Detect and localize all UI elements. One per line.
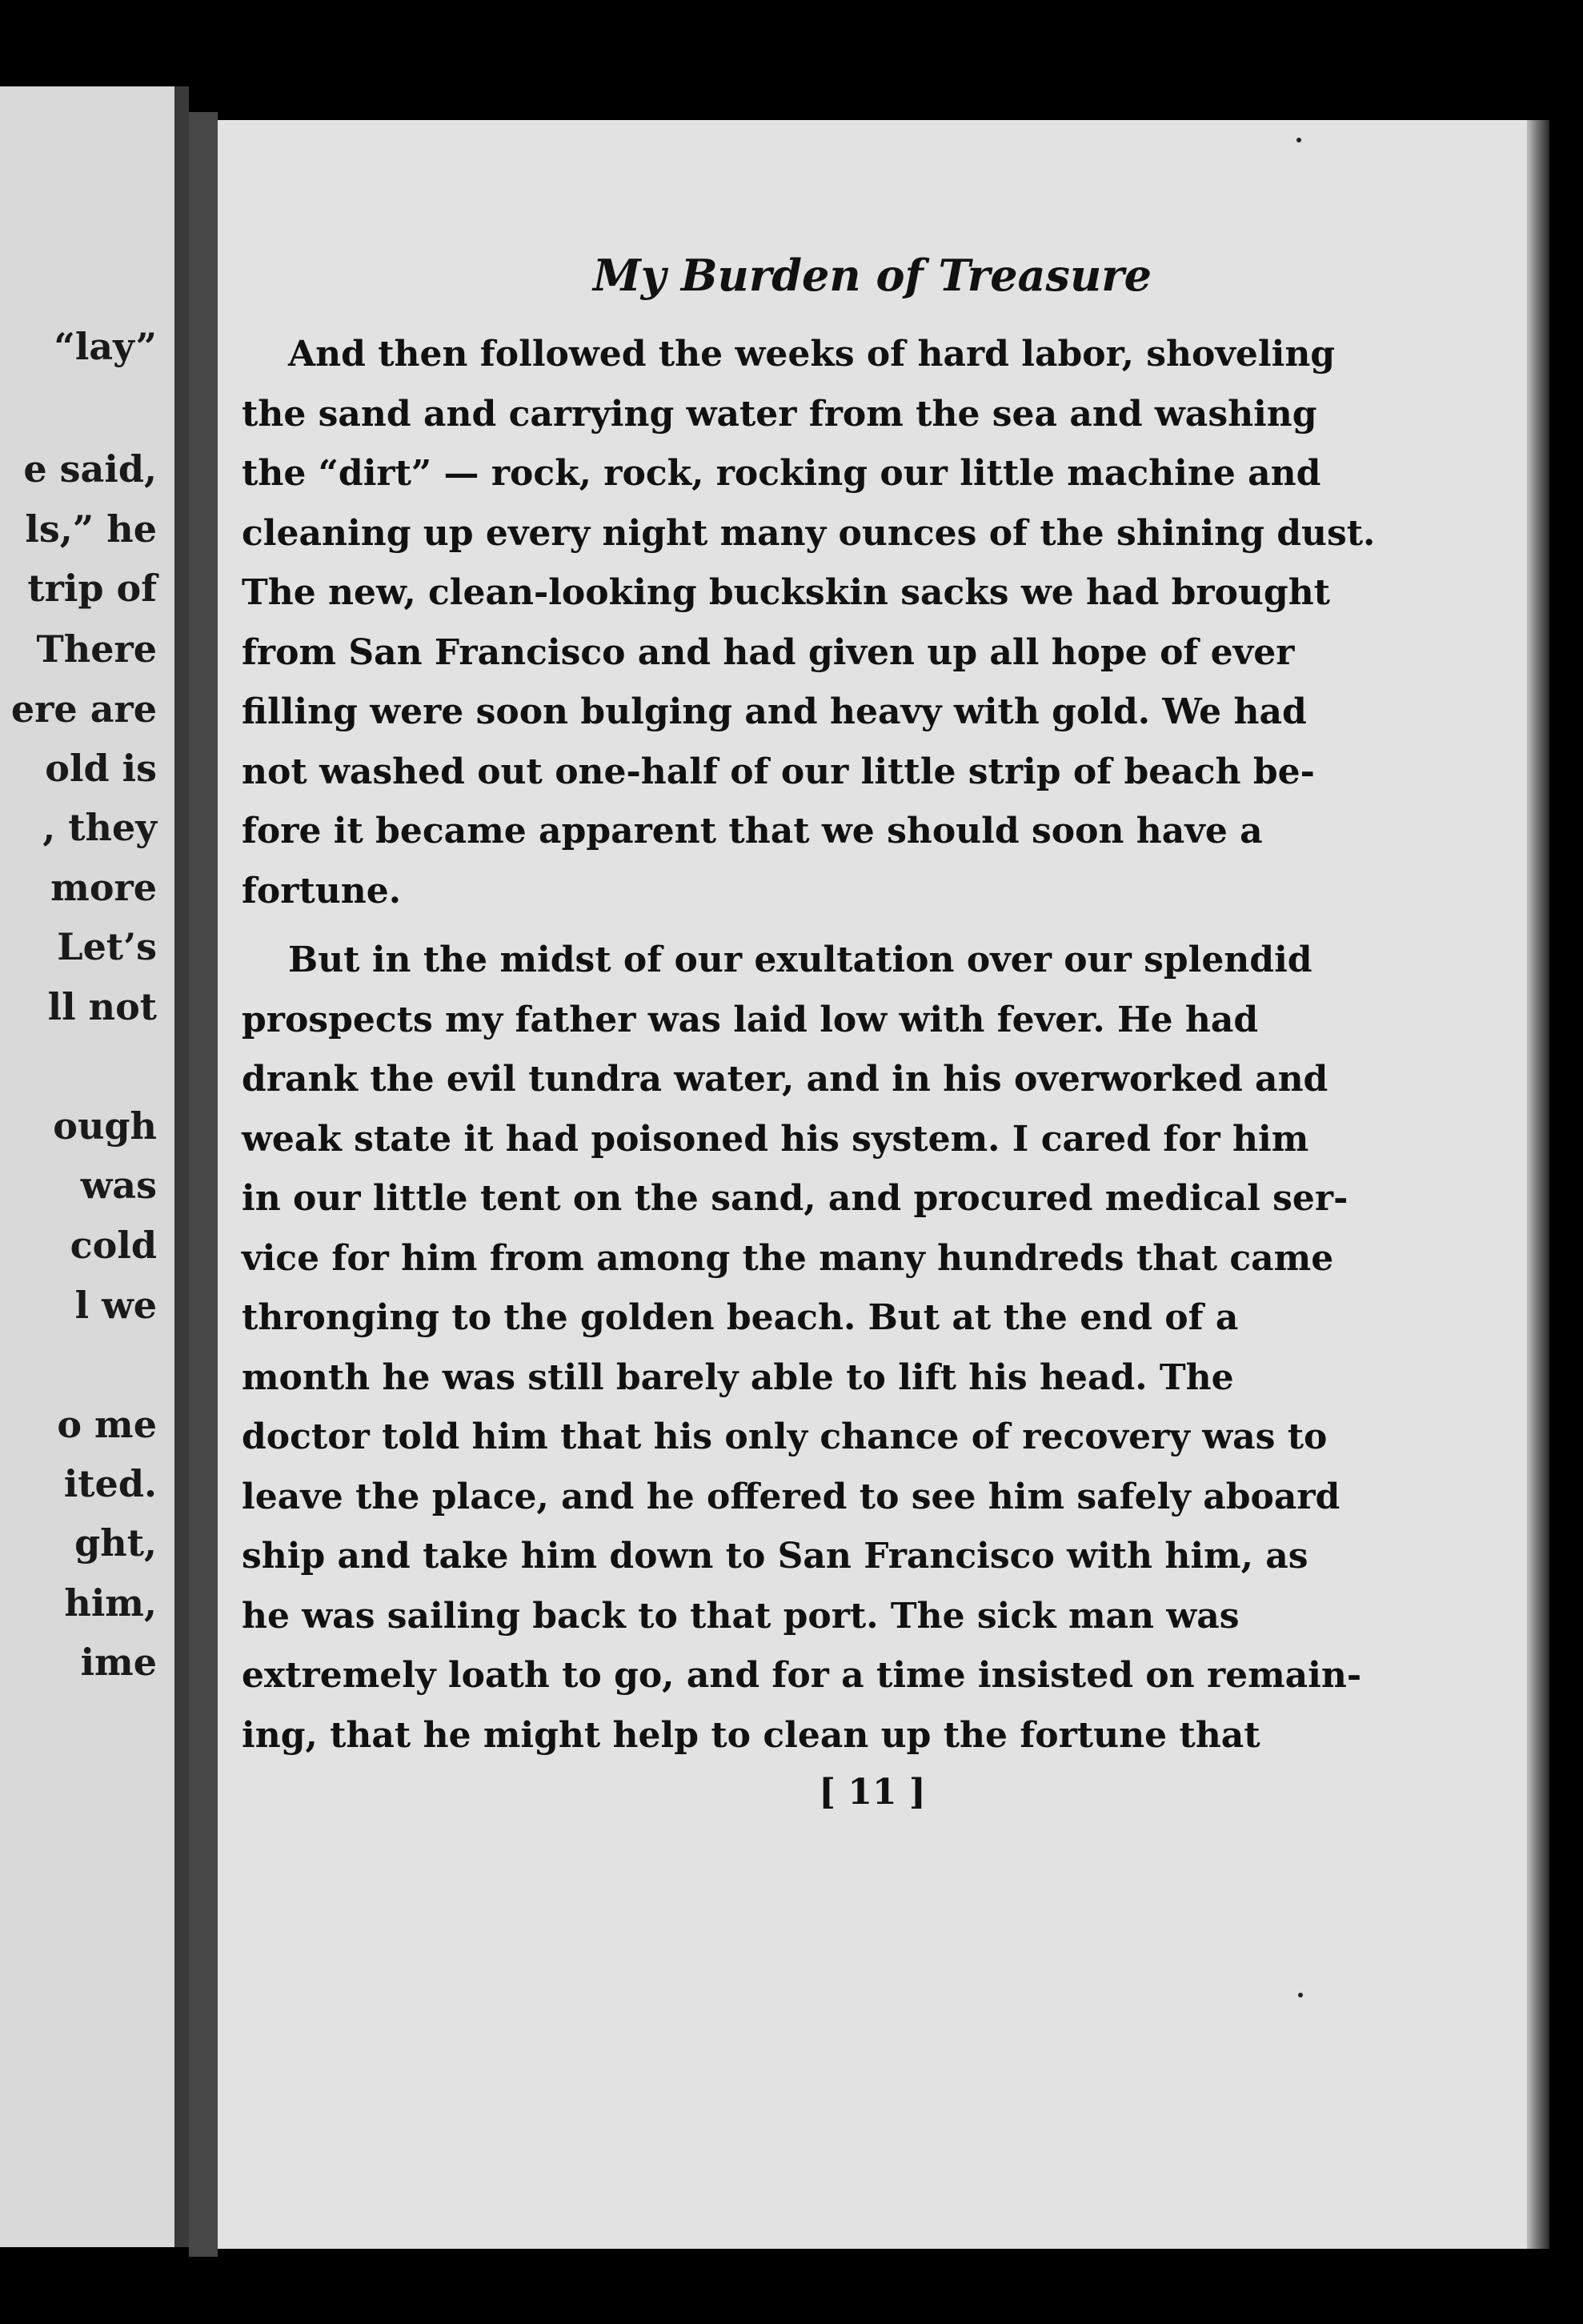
left-page-line: “lay” xyxy=(54,325,157,368)
page-edge-shadow xyxy=(1527,120,1549,2249)
text-line: not washed out one-half of our little strip of beach be- xyxy=(242,751,1315,792)
text-line: And then followed the weeks of hard labor, shoveling xyxy=(288,334,1336,375)
text-line: the “dirt” — rock, rock, rocking our little machine and xyxy=(242,453,1321,494)
text-line: ship and take him down to San Francisco with him, as xyxy=(242,1536,1308,1577)
text-line: in our little tent on the sand, and procured medical ser- xyxy=(242,1178,1349,1219)
text-line: fore it became apparent that we should soon have a xyxy=(242,811,1263,851)
text-line: cleaning up every night many ounces of the shining dust. xyxy=(242,512,1376,554)
text-line: The new, clean-looking buckskin sacks we had brought xyxy=(242,572,1331,613)
text-line: prospects my father was laid low with fever. He had xyxy=(242,999,1259,1040)
body-text xyxy=(242,325,1376,1765)
left-page-line: ough xyxy=(53,1104,157,1148)
right-page xyxy=(218,120,1527,2249)
left-page-line: ime xyxy=(80,1641,157,1684)
text-line: extremely loath to go, and for a time insisted on remain- xyxy=(242,1655,1362,1696)
left-page-line: o me xyxy=(57,1403,157,1446)
left-page-line: trip of xyxy=(27,567,157,610)
text-line: he was sailing back to that port. The sick man was xyxy=(242,1595,1240,1637)
text-line: from San Francisco and had given up all hope of ever xyxy=(242,631,1295,673)
left-page-line: ited. xyxy=(63,1462,157,1505)
left-page-line: more xyxy=(50,866,157,909)
text-line: vice for him from among the many hundreds that came xyxy=(242,1237,1334,1279)
text-line: drank the evil tundra water, and in his overworked and xyxy=(242,1059,1329,1100)
text-line: fortune. xyxy=(242,870,402,912)
left-page-line: ere are xyxy=(10,687,157,731)
left-page-line: There xyxy=(36,627,157,671)
text-line: month he was still barely able to lift his head. The xyxy=(242,1356,1234,1398)
text-line: weak state it had poisoned his system. I cared for him xyxy=(242,1118,1309,1160)
left-page-line: ls,” he xyxy=(25,507,157,551)
text-line: doctor told him that his only chance of recovery was to xyxy=(242,1416,1328,1457)
book-gutter xyxy=(189,112,218,2257)
left-page-line: Let’s xyxy=(57,925,157,968)
left-page-line: was xyxy=(80,1164,157,1207)
paragraph-gap xyxy=(242,921,1206,931)
text-line: the sand and carrying water from the sea and washing xyxy=(242,393,1317,435)
left-page-line: cold xyxy=(70,1224,157,1267)
paper-speck xyxy=(1298,1993,1303,1997)
left-page-line: l we xyxy=(74,1284,157,1327)
running-head: My Burden of Treasure xyxy=(592,250,1152,301)
left-page xyxy=(0,86,189,2247)
left-page-line: ll not xyxy=(47,985,157,1028)
text-line: leave the place, and he offered to see him safely aboard xyxy=(242,1476,1341,1517)
left-page-line: ght, xyxy=(74,1521,157,1565)
page-number: [ 11 ] xyxy=(819,1772,926,1813)
left-page-line: e said, xyxy=(23,447,157,491)
text-line: filling were soon bulging and heavy with gold. We had xyxy=(242,691,1307,732)
text-line: thronging to the golden beach. But at the end of a xyxy=(242,1297,1239,1338)
text-line: ing, that he might help to clean up the fortune that xyxy=(242,1714,1260,1756)
left-page-line: old is xyxy=(45,747,157,790)
paper-speck xyxy=(1296,138,1301,142)
text-line: But in the midst of our exultation over our splendid xyxy=(288,940,1312,980)
left-page-line: him, xyxy=(64,1581,157,1625)
left-page-line: , they xyxy=(42,806,157,849)
